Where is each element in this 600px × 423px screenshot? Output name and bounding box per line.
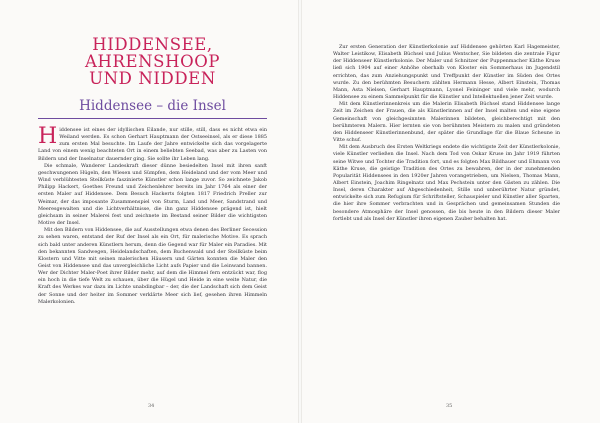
right-body-text [333,44,560,223]
right-page [300,0,600,423]
chapter-title [38,36,267,87]
paragraph-text: iddensee ist eines der idyllischen Eilande, nur stille, still, dass es nicht etwa ein Weiland werden. Es schon Gerhart Hauptmann der Ostseeinsel, als er diese 1885 zum ersten Mal besuchte. Im Laufe der Jahre entwickelte sich das vorgelagerte Land von einem wenig beachteten Ort in einem beliebten Seebad, was aber zu Lasten von Bildern und der Inselnatur dauernder ging. Sie sollte ihr Leben lang. [38,127,267,162]
chapter-title-line: HIDDENSEE, [92,35,213,54]
book-gutter [298,0,302,423]
body-paragraph: Die schmale, Wanderer Landeskraft dieser dünne besiedelten Insel mit ihren sanft geschwungenen Hügeln, den Wiesen und Sümpfen, dem Heideland und der vom Meer und Wind verblühtesten Steilküste faszinierte Künstler schon lange zuvor. So zeichnete Jakob Philipp Hackert, Goethes Freund und Zeichenlehrer bereits im Jahr 1764 als einer der ersten Maler auf Hiddensee. Dem Besuch Hackerts folgten 1817 Friedrich Preller zur Weimar, der das imposante Zusammenspiel von Sturm, Land und Meer, Sandstrand und Meeresgewalten und die Lichtverhältnisse, die ihn ganz Hiddensee prägend ist, hielt gleichsam in seiner Malerei fest und zeichnete im Bestand seiner Bilder die wichtigsten Motive der Insel. [38,162,267,227]
body-paragraph: Zur ersten Generation der Künstlerkolonie auf Hiddensee gehörten Karl Hagemeister, Walter Leistikow, Elisabeth Büchsel und Julius Wentscher, Sie bildeten die zentrale Figur der Hiddenseer Künstlerkolonie. Der Maler und Schnitzer der Puppenmacher Käthe Kruse ließ sich 1904 auf einer Anhöhe oberhalb von Kloster ein Sommerhaus im Jugendstil errichten, das zum Anziehungspunkt und Treffpunkt der Künstler im Süden des Ortes wurde. Zu den berühmten Besuchern zählten Hermann Hesse, Albert Einstein, Thomas Mann, Asta Nielsen, Gerhart Hauptmann, Lyonel Feininger und viele mehr, wodurch Hiddensee zu einem Sammelpunkt für die Künstler und Intellektuellen jener Zeit wurde. [333,44,560,101]
body-paragraph: Mit dem Ausbruch des Ersten Weltkriegs endete die wichtigste Zeit der Künstlerkolonie, viele Künstler verließen die Insel. Nach dem Tod von Oskar Kruse im Jahr 1919 führten seine Witwe und Tochter die Tradition fort, und es folgten Max Bildhauer und Ehmann von Käthe Kruse, die geistige Tradition des Ortes zu bewahren, der in der zunehmenden Popularität Hiddensees in den 1920er Jahren vorangetrieben, um Nielsen, Thomas Mann, Albert Einstein, Joachim Ringelnatz und Max Pechstein unter den Gästen zu zählen. Die Insel, deren Charakter auf Abgeschiedenheit, Stille und unberührter Natur gründet, entwickelte sich zum Refugium für Schriftsteller, Schauspieler und Künstler aller Sparten, die hier ihre Sommer verbrachten und in Gesprächen und gemeinsamen Stunden die besondere Atmosphäre der Insel genossen, die bis heute in den Bildern dieser Maler fortlebt und als Insel der Künstler ihren eigenen Zauber behalten hat. [333,144,560,222]
body-paragraph: Mit dem Künstlerinnenkreis um die Malerin Elisabeth Büchsel stand Hiddensee lange Zeit im Zeichen der Frauen, die als Künstlerinnen auf der Insel malten und eine eigene Gemeinschaft von gleichgesinnten Malerinnen bildeten, gleichberechtigt mit den berühmteren Malern. Hier lernten sie von berühmten Meistern zu malen und gründeten den Hiddenseer Künstlerinnenbund, der später die Grundlage für die Blaue Scheune in Vitte schuf. [333,101,560,144]
body-paragraph: Mit den Bildern von Hiddensee, die auf Ausstellungen etwa denen des Berliner Secession zu sehen waren, entstand der Ruf der Insel als ein Ort, für malerische Motive. Es sprach sich bald unter anderen Künstlern herum, denn die Gegend war für Maler ein Paradies. Mit den bekannten Sandwegen, Heidelandschaften, dem Buchenwald und der Steilküste beim Klostern und Vitte mit seinen malerischen Häusern und Gärten konnten die Maler den Geist von Hiddensee und das unvergleichliche Licht aufs Papier und die Leinwand bannen. Wer der Dichter Maler-Poet ihrer Bilder mehr, auf dem die Himmel fern entzückt war, flog ein hoch in die tiefe Welt zu schauen, über die Hügel und Heide in eine weite Natur, die Kraft des Werkes war dazu im Lichte unabdingbar – der, die der Landschaft sich dem Geist der Sonne und der heiter im Sommer verklärte Meer sich lief, gesehen ihren Himmeln Malerkolonien. [38,227,267,305]
page-number: 35 [446,403,453,409]
chapter-title-line: UND NIDDEN [89,69,216,88]
section-title: Hiddensee – die Insel [38,98,267,119]
left-body-text [38,124,267,306]
page-number: 34 [148,403,155,409]
chapter-title-line: AHRENSHOOP [84,52,221,71]
body-paragraph [38,124,267,163]
drop-cap: H [38,124,58,149]
